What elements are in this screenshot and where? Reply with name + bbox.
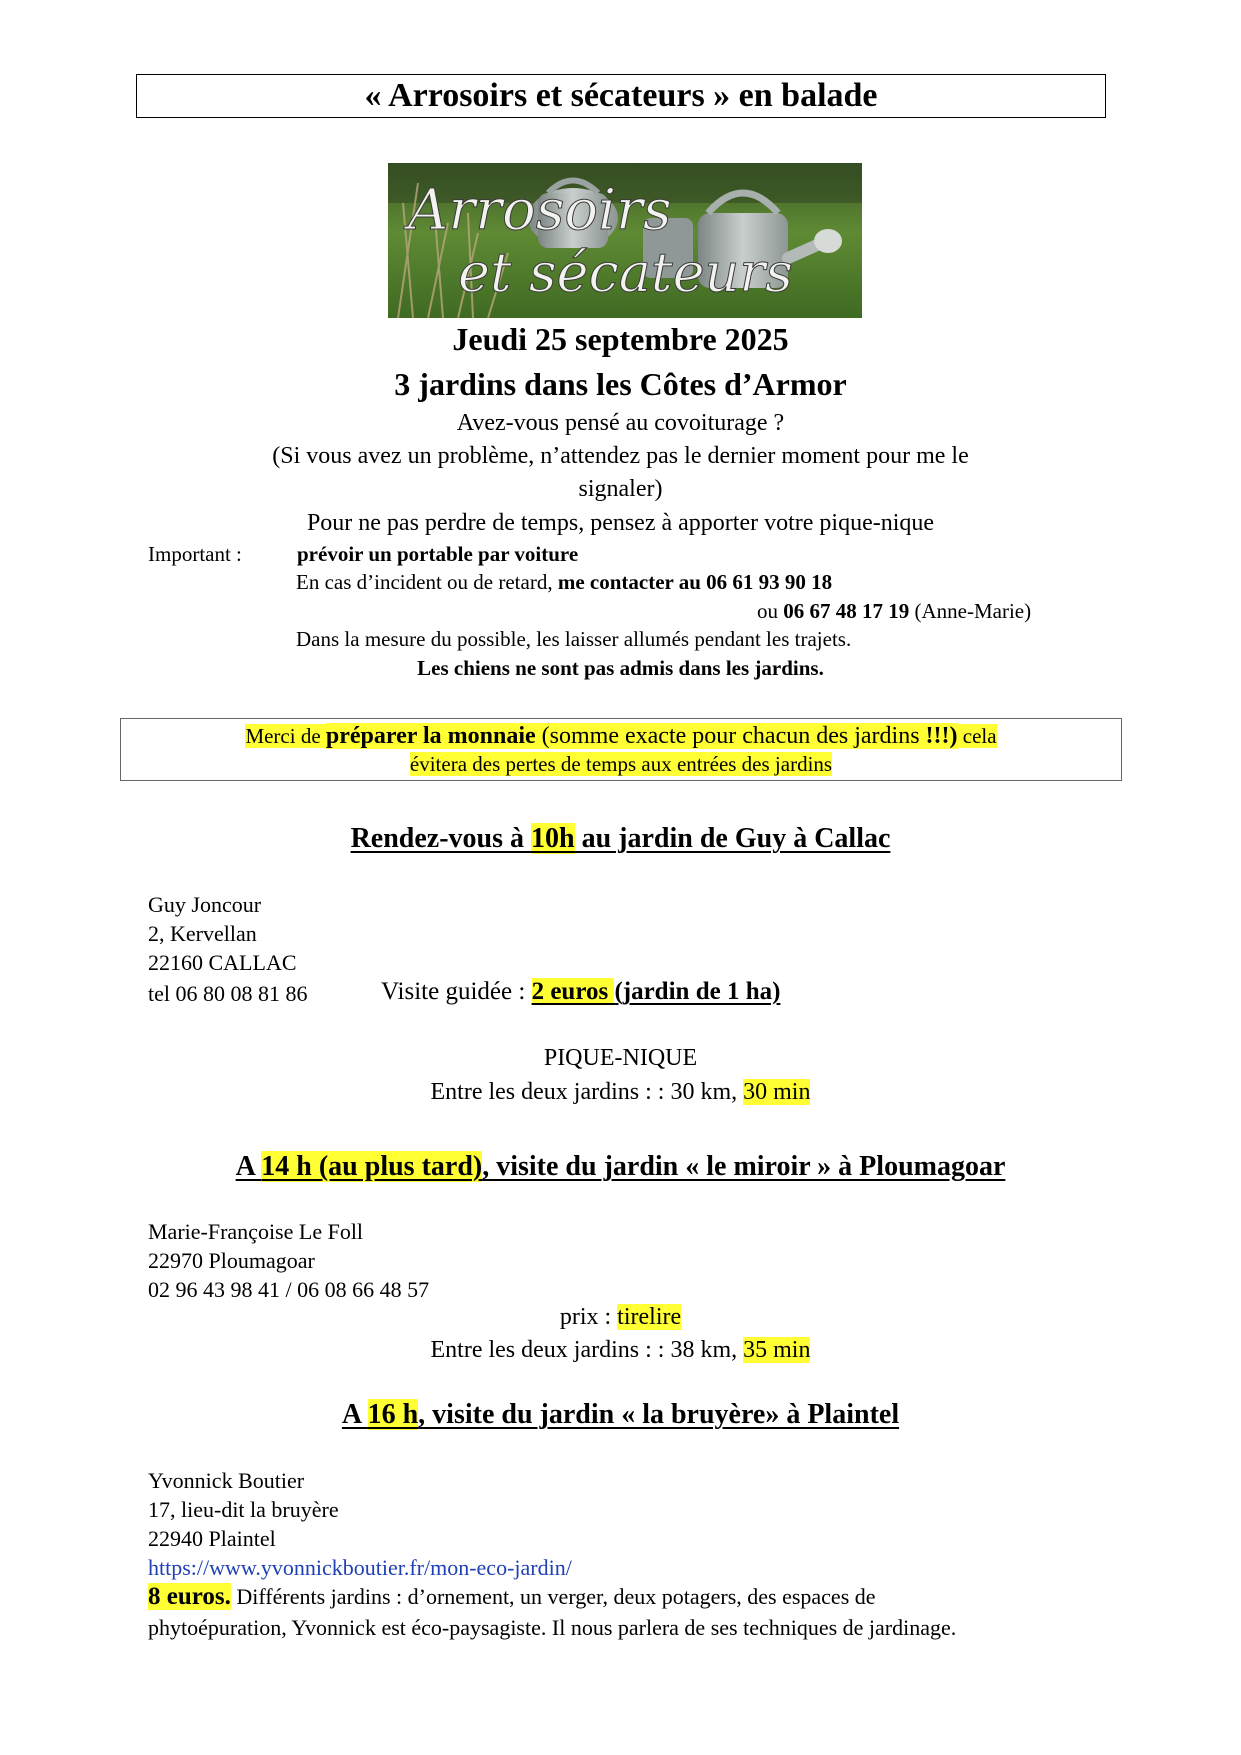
- garden3-heading: [0, 1399, 1241, 1431]
- probleme-text-1: (Si vous avez un problème, n’attendez pas le dernier moment pour me le: [272, 443, 969, 469]
- garden1-h-pre: Rendez-vous à: [350, 823, 532, 854]
- alt-phone: 06 67 48 17 19: [783, 599, 910, 623]
- garden2-heading-text: [236, 1151, 1006, 1182]
- garden3-address: [148, 1466, 572, 1582]
- garden1-address: [148, 890, 297, 977]
- garden1-tel: tel 06 80 08 81 86: [148, 981, 308, 1006]
- garden1-city: 22160 CALLAC: [148, 950, 297, 975]
- garden2-prix-value: tirelire: [617, 1304, 682, 1330]
- merci-p4: !!!): [925, 723, 958, 749]
- banner-text-line2: et sécateurs: [458, 241, 793, 304]
- merci-p5: cela: [957, 724, 997, 748]
- garden2-city: 22970 Ploumagoar: [148, 1248, 315, 1273]
- garden3-name: Yvonnick Boutier: [148, 1468, 305, 1493]
- title-text: « Arrosoirs et sécateurs » en balade: [364, 77, 878, 114]
- garden2-h-pre: A: [235, 1151, 262, 1182]
- garden2-prix-pre: prix :: [559, 1304, 618, 1330]
- covoiturage-text: Avez-vous pensé au covoiturage ?: [456, 410, 785, 436]
- garden1-street: 2, Kervellan: [148, 921, 257, 946]
- merci-box: [120, 718, 1122, 781]
- garden2-prix: [0, 1304, 1241, 1331]
- garden1-visite-post: (jardin de 1 ha): [614, 978, 781, 1005]
- ou-pre: ou: [757, 599, 784, 623]
- garden3-price: 8 euros.: [148, 1583, 231, 1610]
- garden2-trajet-time: 35 min: [743, 1337, 811, 1363]
- garden2-tel: 02 96 43 98 41 / 06 08 66 48 57: [148, 1277, 430, 1302]
- garden3-h-pre: A: [341, 1399, 368, 1430]
- important-label: Important :: [148, 542, 242, 566]
- garden3-heading-text: [342, 1399, 899, 1430]
- garden2-trajet-pre: Entre les deux jardins : : 38 km,: [430, 1337, 744, 1363]
- merci-p6: évitera des pertes de temps aux entrées des jardins: [409, 752, 833, 776]
- ou-post: (Anne-Marie): [909, 599, 1032, 623]
- garden1-heading: [0, 823, 1241, 855]
- merci-p1: Merci de: [245, 724, 326, 748]
- piquenique-text: Pour ne pas perdre de temps, pensez à apporter votre pique-nique: [306, 510, 935, 536]
- garden1-name: Guy Joncour: [148, 892, 262, 917]
- garden1-visite-pre: Visite guidée :: [381, 978, 532, 1005]
- garden3-h-post: , visite du jardin « la bruyère» à Plaintel: [418, 1399, 900, 1430]
- event-subtitle: 3 jardins dans les Côtes d’Armor: [394, 366, 847, 402]
- garden1-h-time: 10h: [531, 823, 575, 854]
- page-title: [136, 74, 1106, 118]
- alt-contact-line: [757, 599, 1031, 624]
- allumes-text: Dans la mesure du possible, les laisser allumés pendant les trajets.: [296, 627, 852, 651]
- portable-text: prévoir un portable par voiture: [297, 542, 579, 566]
- garden3-city: 22940 Plaintel: [148, 1526, 276, 1551]
- merci-p3: (somme exacte pour chacun des jardins: [535, 723, 926, 749]
- garden3-website-link[interactable]: https://www.yvonnickboutier.fr/mon-eco-jardin/: [148, 1555, 572, 1580]
- garden1-trajet-pre: Entre les deux jardins : : 30 km,: [430, 1079, 744, 1105]
- garden1-trajet-time: 30 min: [743, 1079, 811, 1105]
- event-date: Jeudi 25 septembre 2025: [452, 321, 789, 357]
- garden2-h-time: 14 h (au plus tard): [261, 1151, 483, 1182]
- incident-contact: me contacter au 06 61 93 90 18: [557, 570, 833, 594]
- garden3-desc-1: Différents jardins : d’ornement, un verger, deux potagers, des espaces de: [230, 1584, 876, 1609]
- garden2-h-post: , visite du jardin « le miroir » à Ploumagoar: [482, 1151, 1006, 1182]
- garden3-desc-2: phytoépuration, Yvonnick est éco-paysagiste. Il nous parlera de ses techniques de jardinage.: [148, 1615, 957, 1640]
- garden2-address: [148, 1217, 429, 1304]
- garden3-h-time: 16 h: [367, 1399, 419, 1430]
- garden2-heading: [0, 1151, 1241, 1183]
- probleme-text-2: signaler): [578, 476, 663, 502]
- garden1-visite-price: 2 euros: [531, 978, 615, 1005]
- incident-line: [296, 570, 832, 595]
- merci-line-1: [121, 722, 1121, 750]
- watering-cans-illustration: [388, 163, 862, 318]
- garden1-visite: [381, 978, 780, 1006]
- garden1-trajet: [0, 1079, 1241, 1106]
- garden2-name: Marie-Françoise Le Foll: [148, 1219, 364, 1244]
- piquenique-label: PIQUE-NIQUE: [543, 1045, 698, 1071]
- garden3-street: 17, lieu-dit la bruyère: [148, 1497, 339, 1522]
- banner-text-line1: Arrosoirs: [408, 178, 672, 243]
- garden3-desc-line-1: [148, 1581, 956, 1612]
- garden2-trajet: [0, 1337, 1241, 1364]
- merci-line-2: [121, 750, 1121, 778]
- garden3-description: [148, 1581, 956, 1643]
- garden1-h-post: au jardin de Guy à Callac: [574, 823, 891, 854]
- merci-p2: préparer la monnaie: [325, 723, 536, 749]
- incident-pre: En cas d’incident ou de retard,: [296, 570, 558, 594]
- garden1-heading-text: [351, 823, 891, 854]
- banner-image: [388, 163, 862, 318]
- chiens-text: Les chiens ne sont pas admis dans les jardins.: [417, 656, 824, 680]
